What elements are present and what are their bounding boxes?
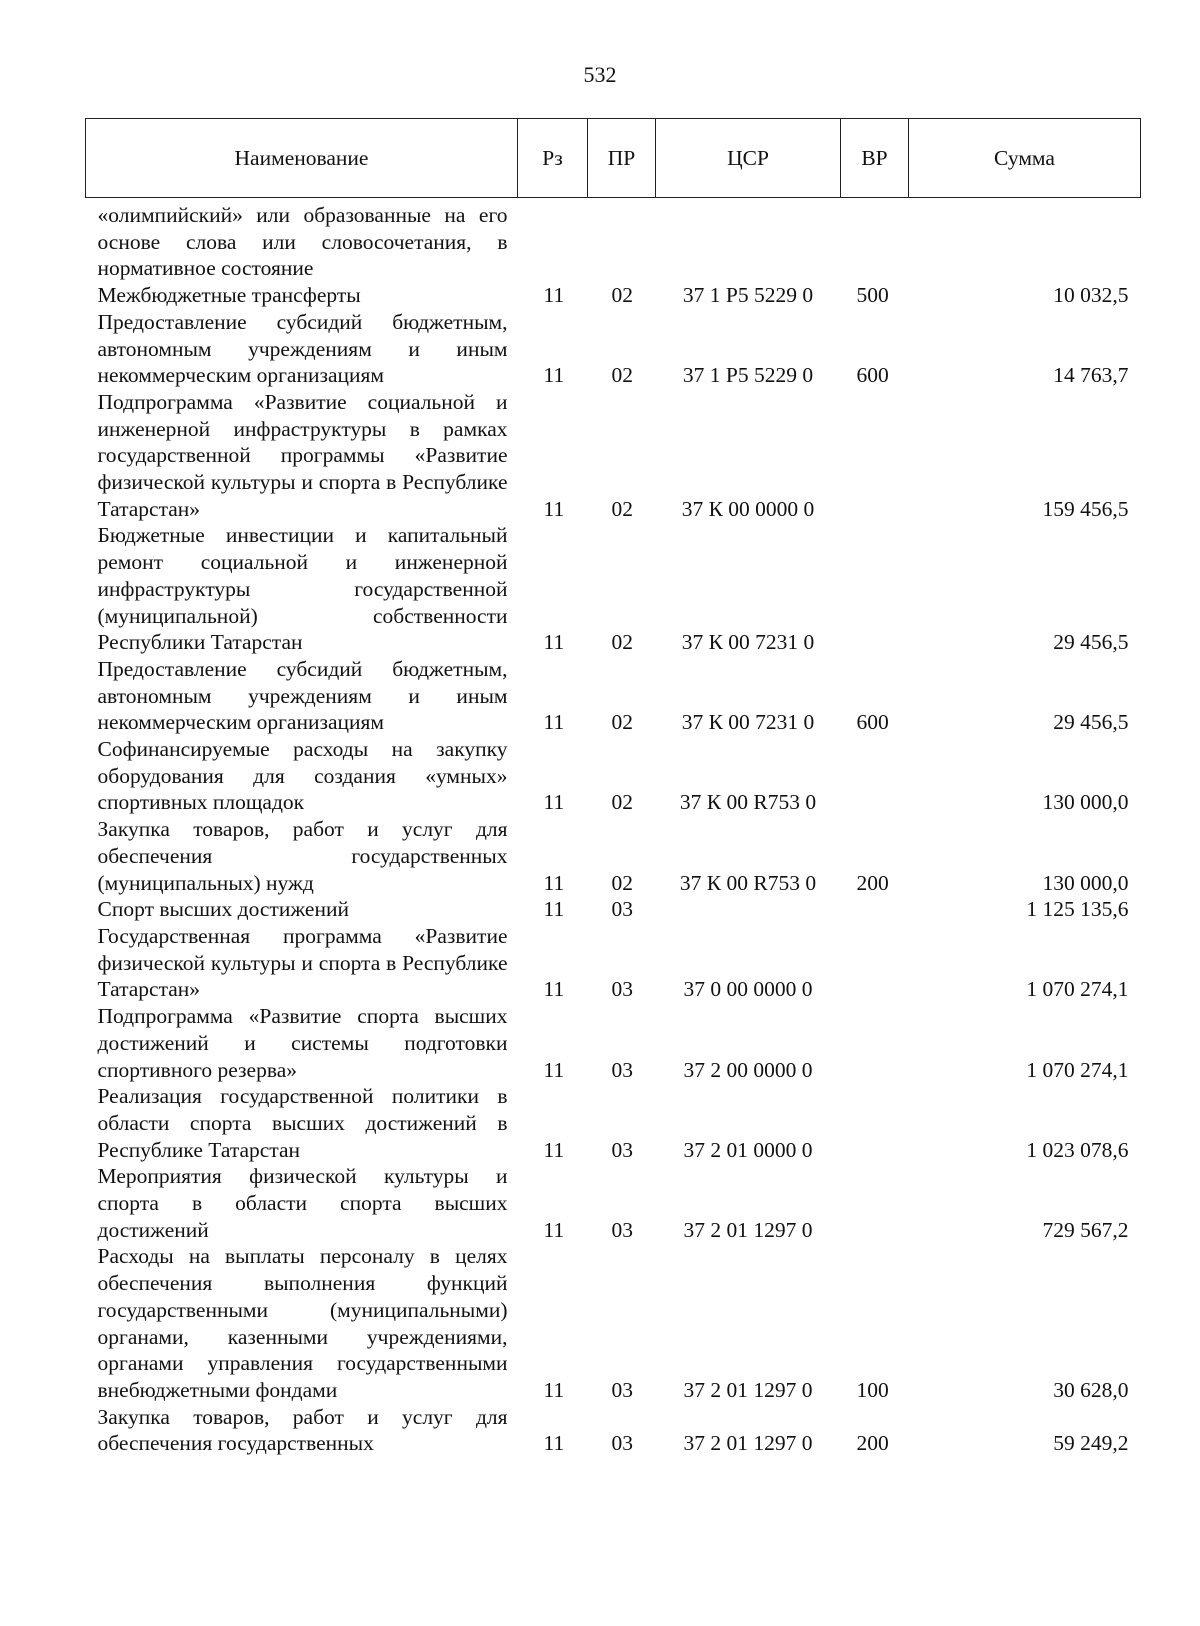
row-rz: 11 — [543, 1137, 565, 1162]
row-rz: 11 — [543, 363, 565, 388]
row-csr: 37 К 00 R753 0 — [679, 870, 817, 895]
row-rz: 11 — [543, 630, 565, 655]
row-csr: 37 К 00 0000 0 — [681, 496, 815, 521]
row-vr: 200 — [856, 1431, 889, 1456]
table-row — [86, 1083, 1141, 1163]
row-pr: 02 — [611, 870, 633, 895]
row-name: Расходы на выплаты персоналу в целях обеспечения выполнения функций государственными (муниципальными) органами, казенными учреждениями, органами управления государственными внебюджетными фондами — [97, 1244, 508, 1402]
table-body — [86, 198, 1141, 1458]
row-pr — [588, 198, 656, 283]
header-name: Наименование — [86, 119, 518, 198]
row-csr — [656, 198, 841, 283]
row-pr: 03 — [611, 897, 633, 922]
row-csr: 37 2 00 0000 0 — [683, 1057, 813, 1082]
table-row — [86, 1243, 1141, 1403]
row-sum: 130 000,0 — [1042, 870, 1129, 895]
row-sum: 10 032,5 — [1053, 283, 1129, 308]
table-row — [86, 309, 1141, 389]
row-pr: 02 — [611, 283, 633, 308]
row-sum: 1 023 078,6 — [1026, 1137, 1129, 1162]
row-name: Подпрограмма «Развитие социальной и инженерной инфраструктуры в рамках государственной программы «Развитие физической культуры и спорта в Республике Татарстан» — [97, 389, 508, 521]
row-name: Закупка товаров, работ и услуг для обеспечения государственных (муниципальных) нужд — [97, 817, 508, 895]
row-vr: 600 — [856, 363, 889, 388]
header-csr: ЦСР — [656, 119, 841, 198]
header-sum: Сумма — [909, 119, 1141, 198]
row-vr — [841, 1163, 909, 1243]
row-name: Спорт высших достижений — [97, 897, 349, 922]
table-row — [86, 656, 1141, 736]
row-sum: 1 125 135,6 — [1026, 897, 1129, 922]
row-vr: 100 — [856, 1377, 889, 1402]
row-csr: 37 1 P5 5229 0 — [682, 363, 814, 388]
row-rz: 11 — [543, 710, 565, 735]
row-vr: 600 — [856, 710, 889, 735]
row-csr: 37 1 P5 5229 0 — [682, 283, 814, 308]
table-header-row — [86, 119, 1141, 198]
row-vr — [841, 896, 909, 923]
row-pr: 02 — [611, 496, 633, 521]
table-row — [86, 896, 1141, 923]
row-name: Предоставление субсидий бюджетным, автономным учреждениям и иным некоммерческим организациям — [97, 656, 508, 735]
row-name: Подпрограмма «Развитие спорта высших достижений и системы подготовки спортивного резерва» — [97, 1004, 508, 1082]
row-name: Софинансируемые расходы на закупку оборудования для создания «умных» спортивных площадок — [97, 737, 508, 815]
row-pr: 03 — [611, 1057, 633, 1082]
row-vr — [841, 736, 909, 816]
table-row — [86, 816, 1141, 896]
row-pr: 03 — [611, 1217, 633, 1242]
table-row — [86, 522, 1141, 656]
row-vr — [841, 1003, 909, 1083]
row-vr — [841, 389, 909, 523]
row-csr — [656, 896, 841, 923]
row-rz — [518, 198, 588, 283]
row-sum: 729 567,2 — [1042, 1217, 1129, 1242]
budget-table — [85, 118, 1141, 1457]
table-row — [86, 1003, 1141, 1083]
row-csr: 37 К 00 7231 0 — [681, 710, 815, 735]
row-sum: 159 456,5 — [1042, 496, 1129, 521]
row-name: Бюджетные инвестиции и капитальный ремонт социальной и инженерной инфраструктуры государственной (муниципальной) собственности Республики Татарстан — [97, 523, 508, 655]
row-name: «олимпийский» или образованные на его основе слова или словосочетания, в нормативное состояние — [97, 203, 508, 281]
row-sum: 130 000,0 — [1042, 790, 1129, 815]
row-vr: 200 — [856, 870, 889, 895]
row-pr: 02 — [611, 363, 633, 388]
row-name: Государственная программа «Развитие физической культуры и спорта в Республике Татарстан» — [97, 923, 508, 1002]
row-pr: 03 — [611, 977, 633, 1002]
table-row — [86, 1163, 1141, 1243]
row-vr — [841, 522, 909, 656]
row-rz: 11 — [543, 1057, 565, 1082]
row-name: Мероприятия физической культуры и спорта в области спорта высших достижений — [97, 1164, 508, 1242]
row-sum: 29 456,5 — [1053, 710, 1129, 735]
table-row — [86, 282, 1141, 309]
row-pr: 03 — [611, 1377, 633, 1402]
row-pr: 03 — [611, 1137, 633, 1162]
row-pr: 03 — [611, 1431, 633, 1456]
table-row — [86, 736, 1141, 816]
row-sum: 1 070 274,1 — [1026, 1057, 1129, 1082]
row-vr — [841, 1083, 909, 1163]
page-number: 532 — [583, 62, 617, 87]
row-csr: 37 К 00 R753 0 — [679, 790, 817, 815]
row-name: Реализация государственной политики в области спорта высших достижений в Республике Татарстан — [97, 1084, 508, 1162]
row-pr: 02 — [611, 710, 633, 735]
row-vr — [841, 923, 909, 1003]
table-row — [86, 198, 1141, 283]
table-row — [86, 923, 1141, 1003]
row-rz: 11 — [543, 977, 565, 1002]
table-row — [86, 389, 1141, 523]
row-sum: 30 628,0 — [1053, 1377, 1129, 1402]
row-sum: 1 070 274,1 — [1026, 977, 1129, 1002]
row-rz: 11 — [543, 283, 565, 308]
row-csr: 37 2 01 1297 0 — [683, 1431, 813, 1456]
row-pr: 02 — [611, 790, 633, 815]
row-sum: 14 763,7 — [1053, 363, 1129, 388]
table-row — [86, 1404, 1141, 1457]
row-sum — [909, 198, 1141, 283]
row-rz: 11 — [543, 897, 565, 922]
row-rz: 11 — [543, 1217, 565, 1242]
row-rz: 11 — [543, 1377, 565, 1402]
row-rz: 11 — [543, 496, 565, 521]
row-name: Предоставление субсидий бюджетным, автономным учреждениям и иным некоммерческим организациям — [97, 309, 508, 388]
row-csr: 37 0 00 0000 0 — [683, 977, 813, 1002]
header-rz: Рз — [518, 119, 588, 198]
row-csr: 37 К 00 7231 0 — [681, 630, 815, 655]
row-rz: 11 — [543, 1431, 565, 1456]
row-csr: 37 2 01 1297 0 — [683, 1217, 813, 1242]
row-rz: 11 — [543, 870, 565, 895]
row-pr: 02 — [611, 630, 633, 655]
row-sum: 59 249,2 — [1053, 1431, 1129, 1456]
row-csr: 37 2 01 1297 0 — [683, 1377, 813, 1402]
row-csr: 37 2 01 0000 0 — [683, 1137, 813, 1162]
row-sum: 29 456,5 — [1053, 630, 1129, 655]
row-vr: 500 — [856, 283, 889, 308]
row-vr — [841, 198, 909, 283]
row-rz: 11 — [543, 790, 565, 815]
header-pr: ПР — [588, 119, 656, 198]
row-name: Закупка товаров, работ и услуг для обеспечения государственных — [97, 1404, 508, 1456]
row-name: Межбюджетные трансферты — [97, 283, 361, 308]
header-vr: ВР — [841, 119, 909, 198]
